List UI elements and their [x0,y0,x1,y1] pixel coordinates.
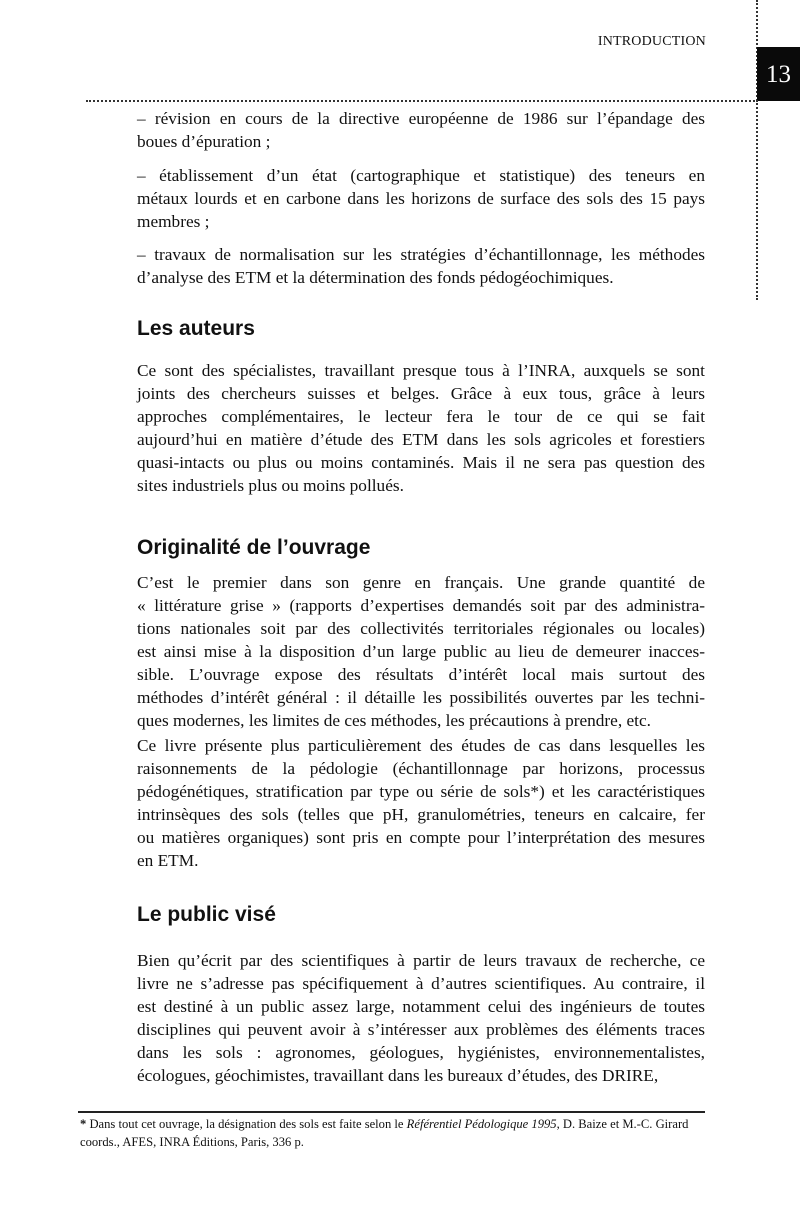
paragraph-public-para [137,949,705,1087]
text-line: est ainsi mise à la disposition d’un large public au lieu de demeurer inacces- [137,642,705,661]
text-line: sites industriels plus ou moins pollués. [137,476,404,495]
text-line: sible. L’ouvrage expose des résultats d’intérêt local mais surtout des [137,665,705,684]
text-line: dans les sols : agronomes, géologues, hygiénistes, environnementalistes, [137,1043,705,1062]
text-line: ques modernes, les limites de ces méthodes, les précautions à prendre, etc. [137,711,651,730]
paragraph-bullets-1 [137,107,705,153]
paragraph-originalite-para-2 [137,734,705,872]
footnote-marker: * [80,1117,87,1131]
text-line: C’est le premier dans son genre en français. Une grande quantité de [137,573,705,592]
text-line: – établissement d’un état (cartographique et statistique) des teneurs en [137,166,705,185]
footnote-text-before: Dans tout cet ouvrage, la désignation des sols est faite selon le [86,1117,407,1131]
footnote [80,1115,720,1151]
paragraph-auteurs-para [137,359,705,497]
text-line: tions nationales soit par des collectivités territoriales régionales ou locales) [137,619,705,638]
text-line: joints des chercheurs suisses et belges. Grâce à eux tous, grâce à leurs [137,384,705,403]
running-header: INTRODUCTION [597,34,706,49]
text-line: méthodes d’intérêt général : il détaille les possibilités ouvertes par les techni- [137,688,705,707]
text-line: ou matières organiques) sont pris en compte pour l’interprétation des mesures [137,828,705,847]
heading-les-auteurs: Les auteurs [137,317,255,340]
text-line: membres ; [137,212,210,231]
text-line: en ETM. [137,851,199,870]
text-line: Bien qu’écrit par des scientifiques à partir de leurs travaux de recherche, ce [137,951,705,970]
text-line: – révision en cours de la directive européenne de 1986 sur l’épandage des [137,109,705,128]
text-line: disciplines qui peuvent avoir à s’intéresser aux problèmes des éléments traces [137,1020,705,1039]
footnote-text-after: , D. Baize et M.-C. Girard coords., AFES, INRA Éditions, Paris, 336 p. [80,1117,689,1149]
vertical-dotted-rule [756,0,758,300]
paragraph-bullets-3 [137,243,705,289]
text-line: – travaux de normalisation sur les stratégies d’échantillonnage, les méthodes [137,245,705,264]
text-line: Ce livre présente plus particulièrement des études de cas dans lesquelles les [137,736,705,755]
text-line: écologues, géochimistes, travaillant dans les bureaux d’études, des DRIRE, [137,1066,659,1085]
heading-public-vise: Le public visé [137,903,276,926]
text-line: métaux lourds et en carbone dans les horizons de surface des sols des 15 pays [137,189,705,208]
text-line: boues d’épuration ; [137,132,271,151]
text-line: est destiné à un public assez large, notamment celui des ingénieurs de toutes [137,997,705,1016]
text-line: aujourd’hui en matière d’étude des ETM dans les sols agricoles et forestiers [137,430,705,449]
heading-originalite: Originalité de l’ouvrage [137,536,371,559]
paragraph-bullets-2 [137,164,705,233]
footnote-title: Référentiel Pédologique 1995 [406,1117,557,1131]
footnote-rule [78,1111,705,1113]
page-number: 13 [757,47,800,101]
text-line: intrinsèques des sols (telles que pH, granulométries, teneurs en calcaire, fer [137,805,705,824]
text-line: d’analyse des ETM et la détermination des fonds pédogéochimiques. [137,268,614,287]
text-line: approches complémentaires, le lecteur fera le tour de ce qui se fait [137,407,705,426]
text-line: Ce sont des spécialistes, travaillant presque tous à l’INRA, auxquels se sont [137,361,705,380]
text-line: « littérature grise » (rapports d’expertises demandés soit par des administra- [137,596,705,615]
text-line: raisonnements de la pédologie (échantillonnage par horizons, processus [137,759,705,778]
horizontal-dotted-rule [86,100,758,102]
text-line: pédogénétiques, stratification par type ou série de sols*) et les caractéristiques [137,782,705,801]
paragraph-originalite-para-1 [137,571,705,732]
text-line: livre ne s’adresse pas spécifiquement à d’autres scientifiques. Au contraire, il [137,974,705,993]
text-line: quasi-intacts ou plus ou moins contaminés. Mais il ne sera pas question des [137,453,705,472]
